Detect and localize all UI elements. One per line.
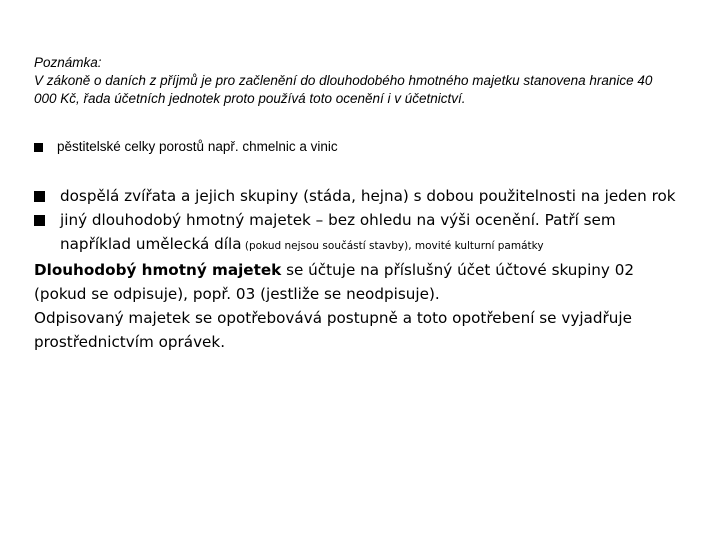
note-heading: Poznámka: (34, 55, 102, 70)
paragraph-accounting (34, 258, 684, 306)
bullet-item-other-assets (34, 208, 684, 258)
paragraph-depreciation: Odpisovaný majetek se opotřebovává postupně a toto opotřebení se vyjadřuje prostřednictvím oprávek. (34, 309, 632, 351)
note-bullet-text: pěstitelské celky porostů např. chmelnic a vinic (57, 139, 338, 154)
note-block (34, 54, 674, 108)
note-bullet (34, 138, 338, 156)
bullet-text-small: (pokud nejsou součástí stavby), movité kulturní památky (241, 240, 544, 252)
paragraph-bold-term: Dlouhodobý hmotný majetek (34, 261, 282, 279)
main-content (34, 184, 684, 354)
note-text: V zákoně o daních z příjmů je pro začlenění do dlouhodobého hmotného majetku stanovena hranice 40 000 Kč, řada účetních jednotek proto používá toto ocenění i v účetnictví. (34, 73, 653, 106)
square-bullet-icon (34, 215, 45, 226)
bullet-text: jiný dlouhodobý hmotný majetek – bez ohledu na výši ocenění. Patří sem například umělecká díla (60, 211, 616, 253)
square-bullet-icon (34, 143, 43, 152)
paragraph-text: se účtuje na příslušný účet účtové skupiny 02 (pokud se odpisuje), popř. 03 (jestliže se neodpisuje). (34, 261, 635, 303)
bullet-item-animals (34, 184, 684, 208)
bullet-text: dospělá zvířata a jejich skupiny (stáda, hejna) s dobou použitelnosti na jeden rok (60, 187, 676, 205)
square-bullet-icon (34, 191, 45, 202)
